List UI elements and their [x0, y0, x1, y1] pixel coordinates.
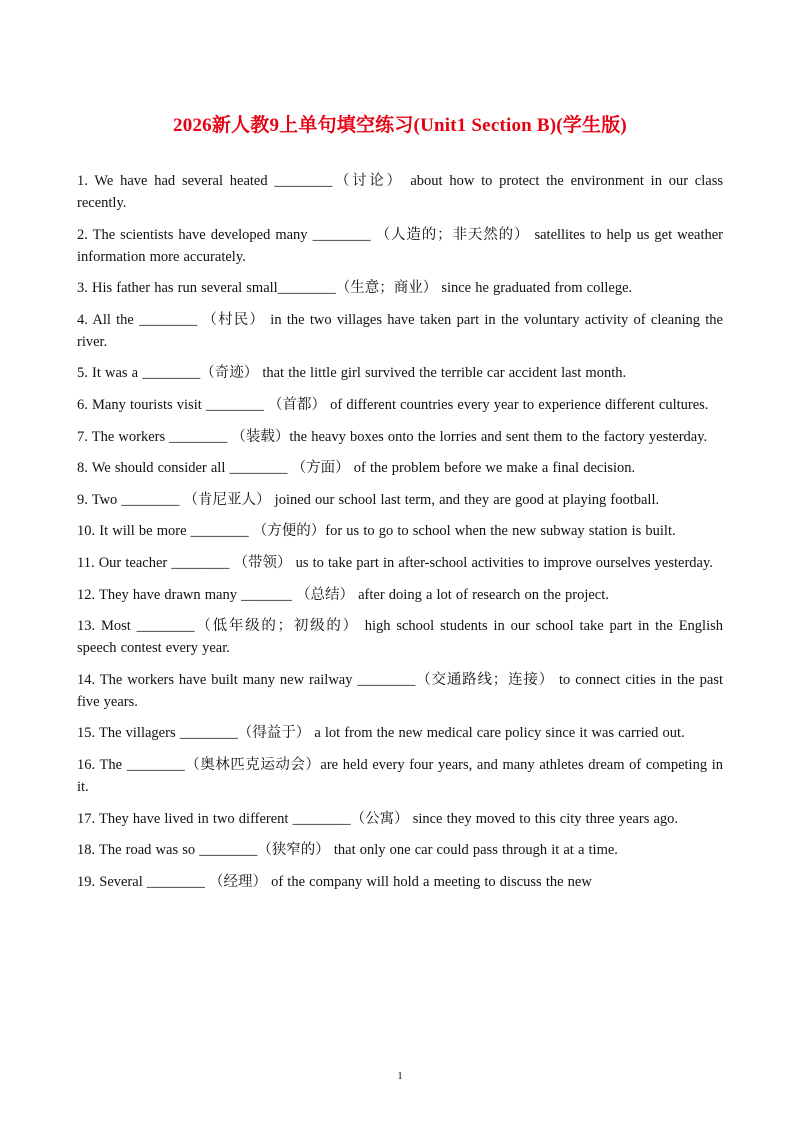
question-list: [77, 170, 723, 902]
question-item: 5. It was a ________（奇迹） that the little girl survived the terrible car accident last month.: [77, 365, 627, 382]
page-number: 1: [397, 1070, 403, 1082]
question-item: 9. Two ________ （肯尼亚人） joined our school last term, and they are good at playing football.: [77, 491, 660, 508]
question-item: 16. The ________（奥林匹克运动会）are held every four years, and many athletes dream of competing in it.: [77, 756, 723, 795]
question-item: 17. They have lived in two different ________（公寓） since they moved to this city three years ago.: [77, 810, 679, 827]
question-item: 14. The workers have built many new railway ________（交通路线；连接） to connect cities in the past five years.: [77, 671, 723, 710]
question-item: 3. His father has run several small________（生意；商业） since he graduated from college.: [77, 280, 633, 297]
page-title: 2026新人教9上单句填空练习(Unit1 Section B)(学生版): [173, 115, 627, 136]
question-item: 19. Several ________ （经理） of the company will hold a meeting to discuss the new: [77, 873, 592, 890]
question-item: 2. The scientists have developed many ________ （人造的；非天然的） satellites to help us get weather information more accurately.: [77, 226, 723, 265]
question-item: 6. Many tourists visit ________ （首都） of different countries every year to experience different cultures.: [77, 396, 709, 413]
question-item: 12. They have drawn many _______ （总结） after doing a lot of research on the project.: [77, 586, 609, 603]
question-item: 1. We have had several heated ________（讨论） about how to protect the environment in our class recently.: [77, 173, 723, 211]
question-item: 8. We should consider all ________ （方面） of the problem before we make a final decision.: [77, 460, 636, 477]
question-item: 7. The workers ________ （装载）the heavy boxes onto the lorries and sent them to the factory yesterday.: [77, 428, 708, 445]
question-item: 15. The villagers ________（得益于） a lot from the new medical care policy since it was carried out.: [77, 725, 685, 742]
question-item: 11. Our teacher ________ （带领） us to take part in after-school activities to improve ourselves yesterday.: [77, 554, 713, 571]
question-item: 18. The road was so ________（狭窄的） that only one car could pass through it at a time.: [77, 842, 618, 859]
question-item: 4. All the ________ （村民） in the two villages have taken part in the voluntary activity of cleaning the river.: [77, 311, 723, 350]
question-item: 10. It will be more ________ （方便的）for us to go to school when the new subway station is built.: [77, 523, 676, 540]
question-item: 13. Most ________（低年级的；初级的） high school students in our school take part in the English speech contest every year.: [77, 618, 723, 657]
